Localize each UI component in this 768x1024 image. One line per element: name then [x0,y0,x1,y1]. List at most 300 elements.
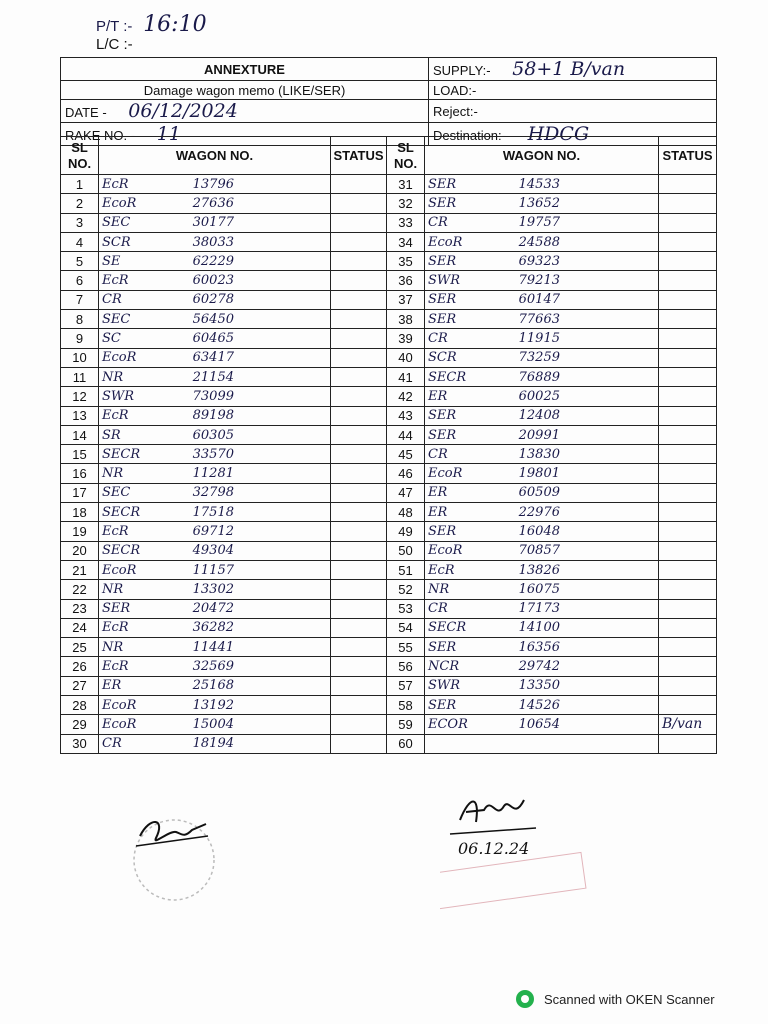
railway-code: NR [102,466,124,482]
wagon-number: 60023 [192,273,234,289]
railway-code: EcR [428,562,455,578]
date-cell [61,100,429,123]
status-cell [659,599,717,618]
wagon-cell [425,734,659,753]
wagon-table [60,136,717,754]
sl-no: 28 [61,696,99,715]
sl-no: 60 [387,734,425,753]
railway-code: EcR [102,523,129,539]
sl-no: 15 [61,445,99,464]
status-cell [331,290,387,309]
status-cell [331,618,387,637]
status-cell [331,560,387,579]
railway-code: SER [428,427,457,443]
sl-no: 36 [387,271,425,290]
railway-code: NR [102,581,124,597]
status-cell [331,715,387,734]
wagon-cell [99,290,331,309]
sl-no: 5 [61,252,99,271]
railway-code: SER [428,408,457,424]
supply-value: 58+1 B/van [512,58,626,80]
pt-field [96,12,207,37]
wagon-cell [99,522,331,541]
railway-code: EcR [102,620,129,636]
wagon-cell [425,618,659,637]
status-cell [331,503,387,522]
wagon-number: 11281 [192,466,234,482]
wagon-cell [99,425,331,444]
wagon-cell [99,580,331,599]
status-cell [659,483,717,502]
sl-no: 20 [61,541,99,560]
sl-no: 10 [61,348,99,367]
supply-cell [429,58,717,81]
railway-code: ER [102,678,122,694]
wagon-number: 77663 [518,311,560,327]
sl-no: 47 [387,483,425,502]
status-cell [659,425,717,444]
wagon-number: 62229 [192,253,234,269]
wagon-number: 16048 [518,523,560,539]
left-signature-stamp [126,808,222,904]
table-row [61,580,717,599]
table-row [61,310,717,329]
wagon-number: 16356 [518,639,560,655]
table-row [61,445,717,464]
sl-no: 18 [61,503,99,522]
wagon-cell [99,734,331,753]
wagon-number: 17173 [518,601,560,617]
sl-no: 48 [387,503,425,522]
sl-no: 19 [61,522,99,541]
wagon-cell [99,464,331,483]
wagon-number: 32798 [192,485,234,501]
railway-code: SE [102,253,121,269]
table-row [61,406,717,425]
status-cell [659,213,717,232]
railway-code: SCR [102,234,131,250]
reject-label: Reject:- [429,100,717,123]
sl-no: 4 [61,232,99,251]
wagon-cell [99,657,331,676]
wagon-cell [425,445,659,464]
table-row [61,387,717,406]
table-row [61,715,717,734]
wagon-number: 36282 [192,620,234,636]
wagon-cell [425,464,659,483]
railway-code: SER [428,523,457,539]
railway-code: CR [428,331,448,347]
scanner-watermark [516,990,715,1008]
wagon-number: 13826 [518,562,560,578]
status-cell [331,310,387,329]
wagon-number: 19757 [518,215,560,231]
status-cell [331,599,387,618]
table-row [61,541,717,560]
railway-code: SWR [428,273,461,289]
wagon-number: 73099 [192,388,234,404]
wagon-number: 14533 [518,176,560,192]
table-row [61,252,717,271]
wagon-number: 10654 [518,716,560,732]
wagon-number: 73259 [518,350,560,366]
destination-value: HDCG [527,123,590,145]
table-row [61,599,717,618]
sl-no: 50 [387,541,425,560]
railway-code: SEC [102,311,131,327]
railway-code: SWR [428,678,461,694]
sl-no: 14 [61,425,99,444]
wagon-number: 16075 [518,581,560,597]
status-cell [331,638,387,657]
title: ANNEXTURE [61,58,429,81]
pt-label: P/T :- [96,18,133,35]
status-cell [659,310,717,329]
wagon-number: 60305 [192,427,234,443]
load-label: LOAD:- [429,81,717,100]
sl-no: 2 [61,194,99,213]
rake-value: 11 [156,123,181,145]
wagon-cell [425,213,659,232]
status-cell [659,734,717,753]
sl-no: 34 [387,232,425,251]
wagon-cell [425,638,659,657]
wagon-cell [99,503,331,522]
railway-code: SECR [428,369,467,385]
right-sign-date: 06.12.24 [458,839,530,858]
sl-no: 38 [387,310,425,329]
status-cell [659,464,717,483]
railway-code: SECR [102,504,141,520]
status-cell [331,696,387,715]
table-row [61,232,717,251]
wagon-cell [99,367,331,386]
railway-code: EcoR [428,543,463,559]
railway-code: SC [102,331,121,347]
railway-code: ER [428,504,448,520]
date-value: 06/12/2024 [128,100,238,122]
scanner-text: Scanned with OKEN Scanner [544,991,715,1007]
status-cell [659,445,717,464]
destination-label: Destination:- [433,128,506,143]
railway-code: SER [428,176,457,192]
railway-code: SEC [102,485,131,501]
status-cell [659,175,717,194]
date-label: DATE - [65,105,107,120]
table-row [61,483,717,502]
railway-code: SR [102,427,121,443]
status-cell [659,271,717,290]
sl-no: 42 [387,387,425,406]
railway-code: EcoR [102,195,137,211]
railway-code: EcR [102,408,129,424]
status-cell [659,580,717,599]
table-row [61,194,717,213]
wagon-number: 13350 [518,678,560,694]
wagon-number: 33570 [192,446,234,462]
wagon-cell [99,715,331,734]
sl-no: 27 [61,676,99,695]
wagon-number: 76889 [518,369,560,385]
wagon-cell [99,599,331,618]
sl-no: 30 [61,734,99,753]
table-row [61,657,717,676]
status-cell [331,252,387,271]
sl-no: 33 [387,213,425,232]
sl-no: 23 [61,599,99,618]
status-cell [659,232,717,251]
wagon-cell [99,348,331,367]
wagon-number: 24588 [518,234,560,250]
wagon-cell [425,271,659,290]
sl-no: 51 [387,560,425,579]
sl-no: 56 [387,657,425,676]
sl-no: 6 [61,271,99,290]
status-cell [659,618,717,637]
wagon-number: 25168 [192,678,234,694]
wagon-number: 17518 [192,504,234,520]
status-cell [659,503,717,522]
wagon-cell [99,175,331,194]
table-row [61,464,717,483]
wagon-number: 60147 [518,292,560,308]
wagon-cell [99,252,331,271]
status-cell [659,696,717,715]
railway-code: NR [102,369,124,385]
subtitle: Damage wagon memo (LIKE/SER) [61,81,429,100]
rake-label: RAKE NO. - [65,128,136,143]
wagon-number: 29742 [518,659,560,675]
status-cell [331,483,387,502]
sl-no: 8 [61,310,99,329]
railway-code: ECOR [428,716,468,732]
table-row [61,271,717,290]
wagon-number: 19801 [518,466,560,482]
wagon-cell [425,425,659,444]
sl-no: 9 [61,329,99,348]
wagon-cell [425,483,659,502]
railway-code: CR [428,215,448,231]
wagon-number: 18194 [192,736,234,752]
wagon-number: 56450 [192,311,234,327]
status-cell [331,213,387,232]
right-signature-stamp [440,790,590,910]
railway-code: ER [428,485,448,501]
sl-no: 53 [387,599,425,618]
wagon-cell [99,541,331,560]
railway-code: EcR [102,176,129,192]
status-cell [659,367,717,386]
sl-no: 44 [387,425,425,444]
wagon-cell [425,580,659,599]
railway-code: CR [102,292,122,308]
status-cell [659,657,717,676]
sl-no: 29 [61,715,99,734]
sl-no: 31 [387,175,425,194]
wagon-number: 11441 [192,639,234,655]
table-row [61,522,717,541]
status-cell: B/van [659,715,717,734]
wagon-number: 13830 [518,446,560,462]
railway-code: EcoR [102,697,137,713]
status-cell [331,194,387,213]
wagon-cell [425,503,659,522]
wagon-cell [99,638,331,657]
sl-no: 49 [387,522,425,541]
table-row [61,618,717,637]
damage-wagon-memo [60,57,716,752]
sl-no: 57 [387,676,425,695]
wagon-number: 30177 [192,215,234,231]
wagon-number: 13192 [192,697,234,713]
wagon-number: 22976 [518,504,560,520]
wagon-cell [99,696,331,715]
table-row [61,696,717,715]
railway-code: SER [428,253,457,269]
railway-code: SCR [428,350,457,366]
wagon-cell [99,618,331,637]
table-row [61,503,717,522]
table-row [61,175,717,194]
wagon-cell [99,232,331,251]
oken-logo-icon [516,990,534,1008]
wagon-cell [425,696,659,715]
wagon-number: 27636 [192,195,234,211]
status-cell [659,638,717,657]
wagon-number: 70857 [518,543,560,559]
wagon-number: 20991 [518,427,560,443]
wagon-cell [99,387,331,406]
wagon-cell [99,483,331,502]
wagon-cell [425,194,659,213]
col-wagon-left: WAGON NO. [99,137,331,175]
wagon-cell [99,676,331,695]
wagon-cell [99,445,331,464]
table-row [61,367,717,386]
status-cell [659,522,717,541]
status-cell [331,522,387,541]
status-cell [331,367,387,386]
status-cell [331,387,387,406]
status-cell [659,252,717,271]
header-table [60,57,717,146]
wagon-number: 60465 [192,331,234,347]
supply-label: SUPPLY:- [433,63,491,78]
railway-code: NCR [428,659,460,675]
sl-no: 40 [387,348,425,367]
wagon-cell [425,599,659,618]
wagon-cell [425,290,659,309]
sl-no: 26 [61,657,99,676]
sl-no: 12 [61,387,99,406]
status-cell [659,348,717,367]
wagon-number: 49304 [192,543,234,559]
railway-code: SER [428,195,457,211]
railway-code: SEC [102,215,131,231]
wagon-cell [425,560,659,579]
sl-no: 7 [61,290,99,309]
wagon-number: 13302 [192,581,234,597]
table-row [61,329,717,348]
status-cell [659,676,717,695]
wagon-cell [425,657,659,676]
wagon-number: 89198 [192,408,234,424]
wagon-cell [425,715,659,734]
railway-code: SECR [428,620,467,636]
wagon-number: 11157 [192,562,234,578]
sl-no: 37 [387,290,425,309]
sl-no: 43 [387,406,425,425]
wagon-number: 38033 [192,234,234,250]
status-cell [659,560,717,579]
wagon-cell [425,522,659,541]
wagon-cell [425,175,659,194]
sl-no: 58 [387,696,425,715]
wagon-cell [425,541,659,560]
status-cell [331,348,387,367]
sl-no: 46 [387,464,425,483]
sl-no: 21 [61,560,99,579]
wagon-number: 14526 [518,697,560,713]
wagon-number: 13652 [518,195,560,211]
railway-code: SER [428,697,457,713]
railway-code: EcoR [102,350,137,366]
wagon-cell [99,560,331,579]
sl-no: 35 [387,252,425,271]
table-row [61,425,717,444]
col-sl-left: SL NO. [61,137,99,175]
sl-no: 16 [61,464,99,483]
sl-no: 1 [61,175,99,194]
railway-code: SECR [102,446,141,462]
wagon-cell [99,194,331,213]
wagon-cell [425,348,659,367]
sl-no: 45 [387,445,425,464]
wagon-cell [99,271,331,290]
railway-code: SER [102,601,131,617]
railway-code: EcoR [428,234,463,250]
sl-no: 17 [61,483,99,502]
wagon-number: 79213 [518,273,560,289]
wagon-cell [99,213,331,232]
table-row [61,213,717,232]
sl-no: 54 [387,618,425,637]
status-cell [331,425,387,444]
railway-code: EcR [102,273,129,289]
status-cell [331,541,387,560]
col-wagon-right: WAGON NO. [425,137,659,175]
railway-code: EcoR [428,466,463,482]
wagon-number: 20472 [192,601,234,617]
wagon-number: 11915 [518,331,560,347]
wagon-cell [425,329,659,348]
status-cell [659,194,717,213]
sl-no: 41 [387,367,425,386]
railway-code: CR [102,736,122,752]
wagon-number: 12408 [518,408,560,424]
wagon-number: 60025 [518,388,560,404]
sl-no: 25 [61,638,99,657]
table-row [61,560,717,579]
wagon-cell [425,367,659,386]
wagon-cell [425,387,659,406]
col-sl-right: SL NO. [387,137,425,175]
railway-code: CR [428,446,448,462]
wagon-number: 69712 [192,523,234,539]
table-row [61,348,717,367]
wagon-number: 15004 [192,716,234,732]
table-row [61,734,717,753]
